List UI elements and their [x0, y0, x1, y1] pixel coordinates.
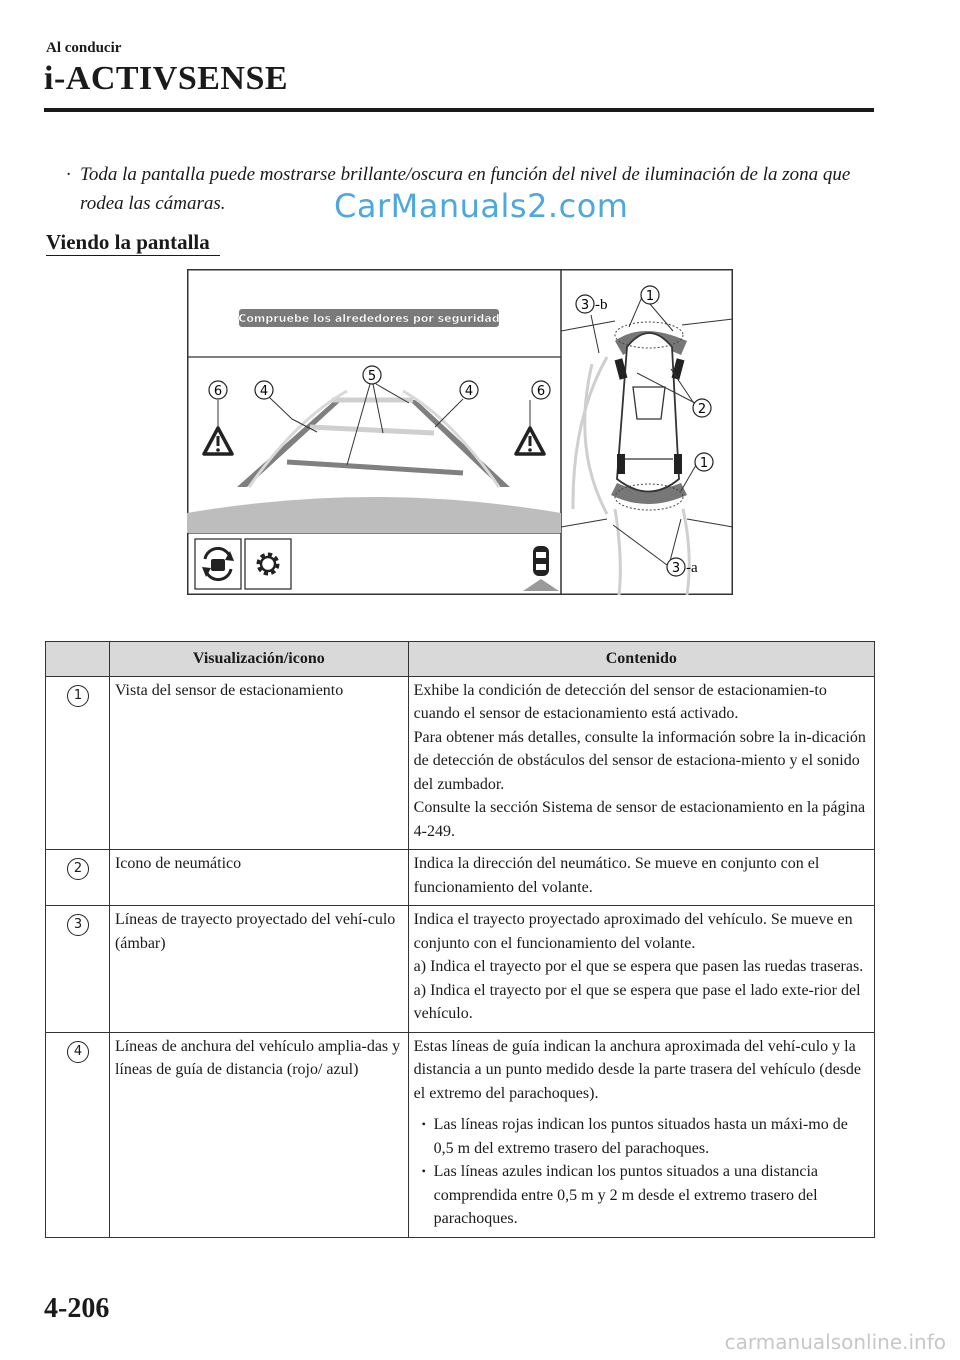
row-bullet-list: [414, 1113, 870, 1231]
row-number-badge: 2: [67, 858, 89, 880]
row-content-text: a) Indica el trayecto por el que se espera que pase el lado exte-rior del vehículo.: [413, 981, 861, 1022]
page-number: 4-206: [44, 1293, 110, 1324]
header-cell-content: Contenido: [408, 642, 874, 677]
chapter-title: i-ACTIVSENSE: [44, 60, 289, 97]
callout-2: [693, 399, 711, 417]
svg-text:2: 2: [697, 402, 707, 417]
list-item: • Las líneas rojas indican los puntos situados hasta un máxi-mo de 0,5 m del extremo trasero del parachoques.: [414, 1113, 870, 1160]
svg-text:6: 6: [213, 384, 223, 399]
watermark-text: CarManuals2.com: [334, 187, 629, 225]
row-content: [408, 906, 874, 1033]
svg-text:1: 1: [699, 456, 709, 471]
row-icon-label: Líneas de anchura del vehículo amplia-das y líneas de guía de distancia (rojo/ azul): [109, 1032, 408, 1237]
callout-3b: [576, 295, 608, 313]
row-number-badge: 4: [67, 1041, 89, 1063]
svg-text:3: 3: [580, 298, 590, 313]
header-rule: [44, 108, 874, 112]
row-content-text: Indica la dirección del neumático. Se mueve en conjunto con el funcionamiento del volante.: [413, 855, 820, 896]
row-content-text: a) Indica el trayecto por el que se espera que pasen las ruedas traseras.: [413, 958, 864, 975]
row-content-text: Consulte la sección Sistema de sensor de estacionamiento en la página 4-249.: [413, 799, 866, 840]
row-number-badge: 3: [67, 914, 89, 936]
svg-text:3: 3: [671, 561, 681, 576]
svg-text:5: 5: [367, 369, 377, 384]
svg-text:-a: -a: [686, 560, 698, 576]
section-label: Al conducir: [46, 40, 122, 56]
row-icon-label: Líneas de trayecto proyectado del vehí-culo (ámbar): [109, 906, 408, 1033]
table-row: [46, 676, 875, 850]
svg-text:1: 1: [645, 289, 655, 304]
callout-1-top: [641, 286, 659, 304]
camera-display-diagram: [187, 269, 733, 595]
row-content: [408, 850, 874, 906]
header-cell-icon: Visualización/icono: [109, 642, 408, 677]
list-item: • Las líneas azules indican los puntos situados a una distancia comprendida entre 0,5 m y 2 m desde el extremo trasero del parachoques.: [414, 1160, 870, 1231]
svg-text:-b: -b: [595, 297, 608, 313]
callout-4-right: [460, 381, 478, 399]
callout-3a: [667, 558, 698, 576]
table-row: [46, 1032, 875, 1237]
table-row: [46, 906, 875, 1033]
callout-6-right: [532, 381, 550, 399]
callout-6-left: [209, 381, 227, 399]
row-content: [408, 676, 874, 850]
row-content-text: Exhibe la condición de detección del sensor de estacionamien-to cuando el sensor de estacionamiento está activado.: [413, 681, 827, 722]
footer-watermark: carmanualsonline.info: [724, 1330, 946, 1354]
subheading-underline: [46, 255, 220, 256]
note-bullet: ·: [66, 164, 71, 185]
callout-4-left: [255, 381, 273, 399]
header-cell-num: [46, 642, 110, 677]
row-number-badge: 1: [67, 685, 89, 707]
row-icon-label: Vista del sensor de estacionamiento: [109, 676, 408, 850]
note-text: Toda la pantalla puede mostrarse brillante/oscura en función del nivel de iluminación de la zona que rodea las cámaras.: [80, 164, 851, 214]
callout-5: [363, 366, 381, 384]
gear-icon: [259, 555, 277, 573]
table-header-row: [46, 642, 875, 677]
svg-text:4: 4: [464, 384, 474, 399]
row-content-text: Para obtener más detalles, consulte la información sobre la in-dicación de detección de obstáculos del sensor de estaciona-miento y el sonido del zumbador.: [413, 728, 866, 793]
display-items-table: [45, 641, 875, 1238]
row-content-text: Estas líneas de guía indican la anchura aproximada del vehí-culo y la distancia a un punto medido desde la parte trasera del vehículo (desde el extremo del parachoques).: [413, 1037, 862, 1102]
row-content: [408, 1032, 874, 1237]
safety-banner: [238, 309, 499, 327]
callout-1-bottom: [695, 453, 713, 471]
row-content-text: Indica el trayecto proyectado aproximado del vehículo. Se mueve en conjunto con el funcionamiento del volante.: [413, 911, 853, 952]
svg-text:6: 6: [536, 384, 546, 399]
svg-text:4: 4: [259, 384, 269, 399]
banner-text: Compruebe los alrededores por seguridad: [238, 312, 500, 325]
row-icon-label: Icono de neumático: [109, 850, 408, 906]
table-row: [46, 850, 875, 906]
subheading: Viendo la pantalla: [46, 230, 210, 254]
